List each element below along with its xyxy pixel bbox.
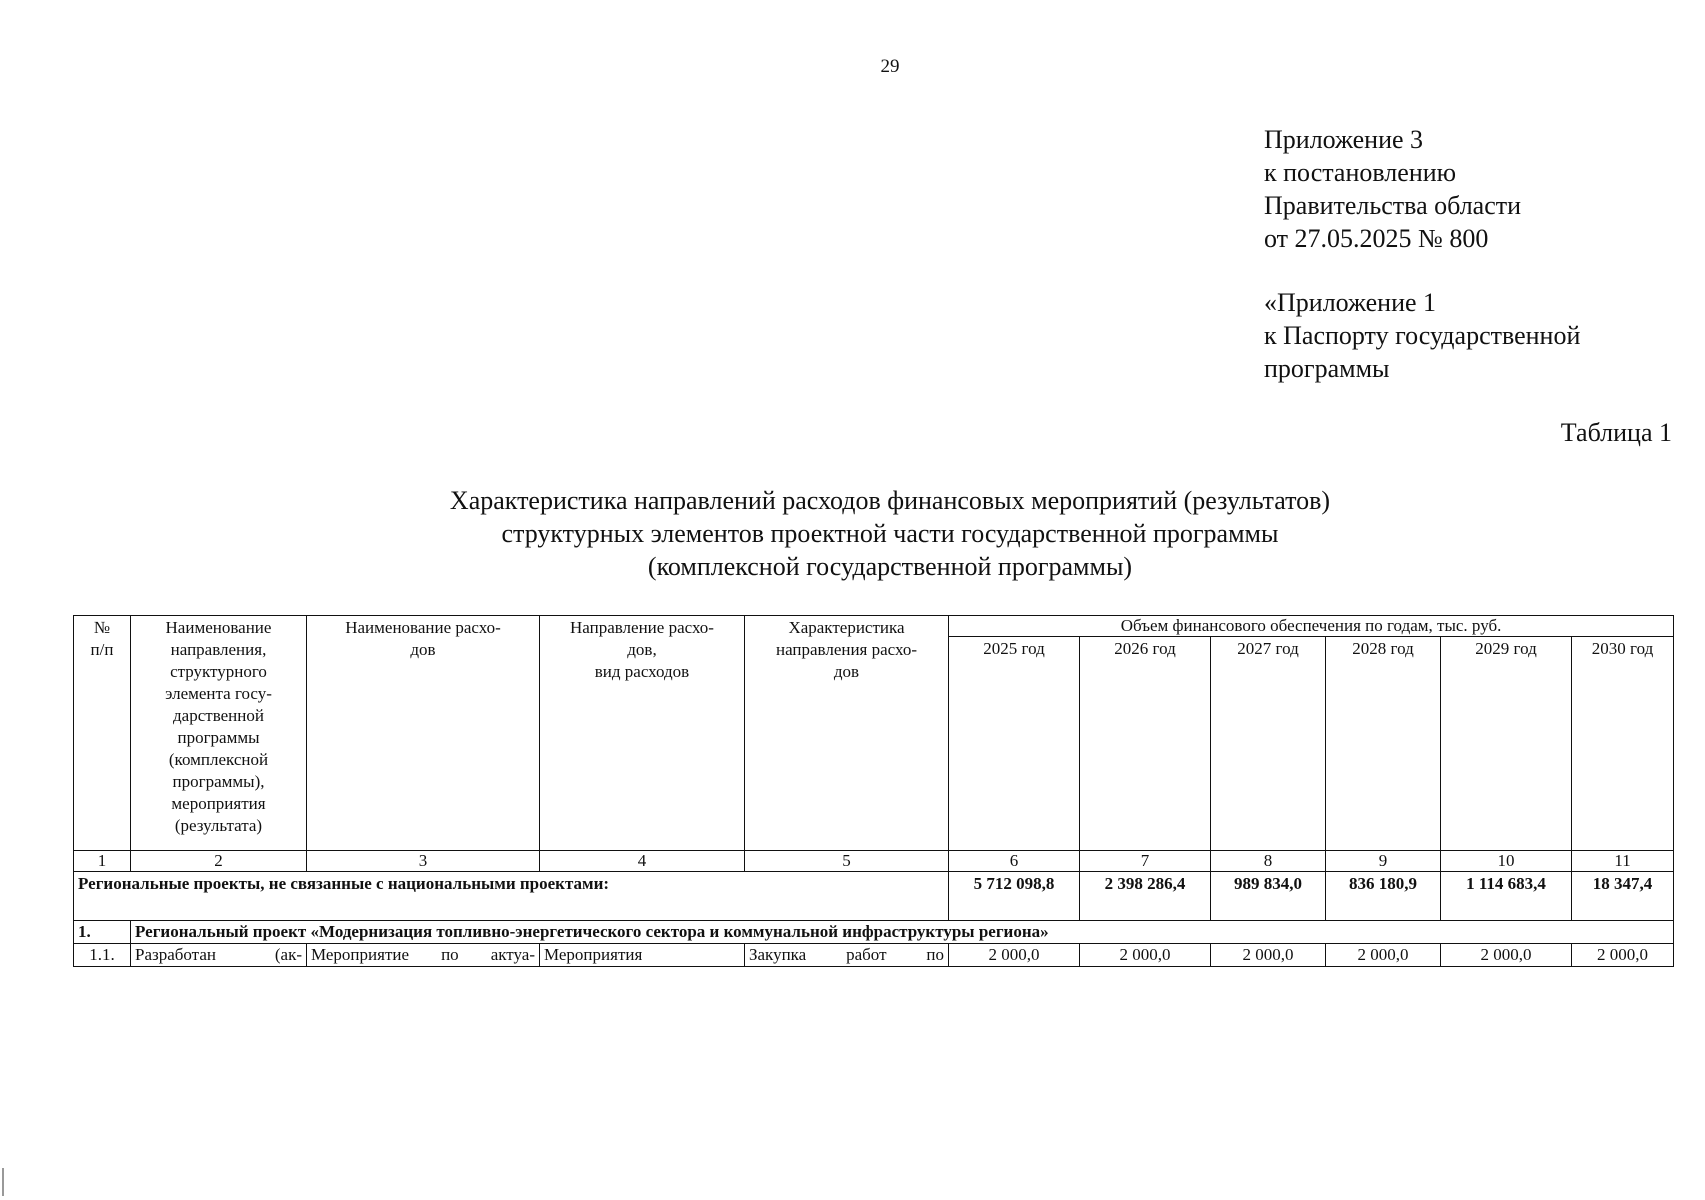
header-year: 2029 год <box>1441 637 1572 851</box>
row-value-2030: 2 000,0 <box>1572 944 1674 967</box>
appendix-1-line: программы <box>1264 354 1390 383</box>
header-funding: Объем финансового обеспечения по годам, тыс. руб. <box>949 616 1674 637</box>
header-text: направления расхо- <box>775 640 918 659</box>
header-text: Наименование расхо- <box>345 618 501 637</box>
total-value-2028: 836 180,9 <box>1326 872 1441 921</box>
header-text: дов <box>833 662 860 681</box>
header-text: Характеристика <box>788 618 905 637</box>
header-name <box>131 616 307 851</box>
total-value-2027: 989 834,0 <box>1211 872 1326 921</box>
row-value-2028: 2 000,0 <box>1326 944 1441 967</box>
document-title <box>0 484 1705 583</box>
header-text: дарственной <box>173 706 264 725</box>
title-line: (комплексной государственной программы) <box>647 552 1133 581</box>
column-number: 7 <box>1080 851 1211 872</box>
header-text: (комплексной <box>168 750 269 769</box>
header-year: 2025 год <box>949 637 1080 851</box>
row-value-2029: 2 000,0 <box>1441 944 1572 967</box>
header-year: 2026 год <box>1080 637 1211 851</box>
column-number-row <box>74 851 1674 872</box>
total-value-2025: 5 712 098,8 <box>949 872 1080 921</box>
column-number: 9 <box>1326 851 1441 872</box>
appendix-1-line: к Паспорту государственной <box>1264 321 1581 350</box>
header-expense-name <box>307 616 540 851</box>
appendix-1-block <box>1264 286 1580 385</box>
header-text: п/п <box>90 640 114 659</box>
total-value-2030: 18 347,4 <box>1572 872 1674 921</box>
header-text: Направление расхо- <box>570 618 714 637</box>
total-value-2029: 1 114 683,4 <box>1441 872 1572 921</box>
column-number: 6 <box>949 851 1080 872</box>
header-year: 2027 год <box>1211 637 1326 851</box>
total-label: Региональные проекты, не связанные с национальными проектами: <box>74 872 949 921</box>
header-text: № <box>93 618 111 637</box>
header-text: элемента госу- <box>165 684 272 703</box>
title-line: Характеристика направлений расходов финансовых мероприятий (результатов) <box>449 486 1331 515</box>
appendix-3-line: Правительства области <box>1264 191 1522 220</box>
header-text: дов, <box>627 640 657 659</box>
header-year: 2030 год <box>1572 637 1674 851</box>
header-text: Наименование <box>165 618 272 637</box>
header-text: программы <box>177 728 260 747</box>
header-num <box>74 616 131 851</box>
table-label: Таблица 1 <box>1560 418 1672 447</box>
row-direction: Мероприятия <box>540 944 745 967</box>
appendix-3-line: от 27.05.2025 № 800 <box>1264 224 1489 253</box>
header-text: мероприятия <box>171 794 266 813</box>
header-text: дов <box>410 640 436 659</box>
total-value-2026: 2 398 286,4 <box>1080 872 1211 921</box>
header-text: (результата) <box>174 816 263 835</box>
row-value-2026: 2 000,0 <box>1080 944 1211 967</box>
row-characteristic: Закупка работ по <box>745 944 949 967</box>
project-label: Региональный проект «Модернизация топливно-энергетического сектора и коммунальной инфраструктуры региона» <box>131 921 1674 944</box>
finance-table <box>73 615 1674 967</box>
row-name: Разработан (ак- <box>131 944 307 967</box>
column-number: 10 <box>1441 851 1572 872</box>
header-text: вид расходов <box>594 662 690 681</box>
header-direction <box>540 616 745 851</box>
appendix-3-block <box>1264 123 1521 255</box>
appendix-1-line: «Приложение 1 <box>1264 288 1437 317</box>
appendix-3-line: Приложение 3 <box>1264 125 1424 154</box>
page-number: 29 <box>880 56 900 77</box>
column-number: 1 <box>74 851 131 872</box>
header-row <box>74 616 1674 637</box>
column-number: 2 <box>131 851 307 872</box>
row-value-2027: 2 000,0 <box>1211 944 1326 967</box>
table-row <box>74 944 1674 967</box>
column-number: 8 <box>1211 851 1326 872</box>
row-expense-name: Мероприятие по актуа- <box>307 944 540 967</box>
project-row <box>74 921 1674 944</box>
header-year: 2028 год <box>1326 637 1441 851</box>
header-text: структурного <box>170 662 267 681</box>
column-number: 3 <box>307 851 540 872</box>
total-row <box>74 872 1674 921</box>
title-line: структурных элементов проектной части государственной программы <box>501 519 1279 548</box>
row-num: 1.1. <box>74 944 131 967</box>
scan-margin-mark <box>2 1168 4 1196</box>
header-text: направления, <box>170 640 267 659</box>
project-num: 1. <box>74 921 131 944</box>
header-characteristic <box>745 616 949 851</box>
column-number: 4 <box>540 851 745 872</box>
header-text: программы), <box>172 772 265 791</box>
row-value-2025: 2 000,0 <box>949 944 1080 967</box>
column-number: 5 <box>745 851 949 872</box>
appendix-3-line: к постановлению <box>1264 158 1457 187</box>
column-number: 11 <box>1572 851 1674 872</box>
